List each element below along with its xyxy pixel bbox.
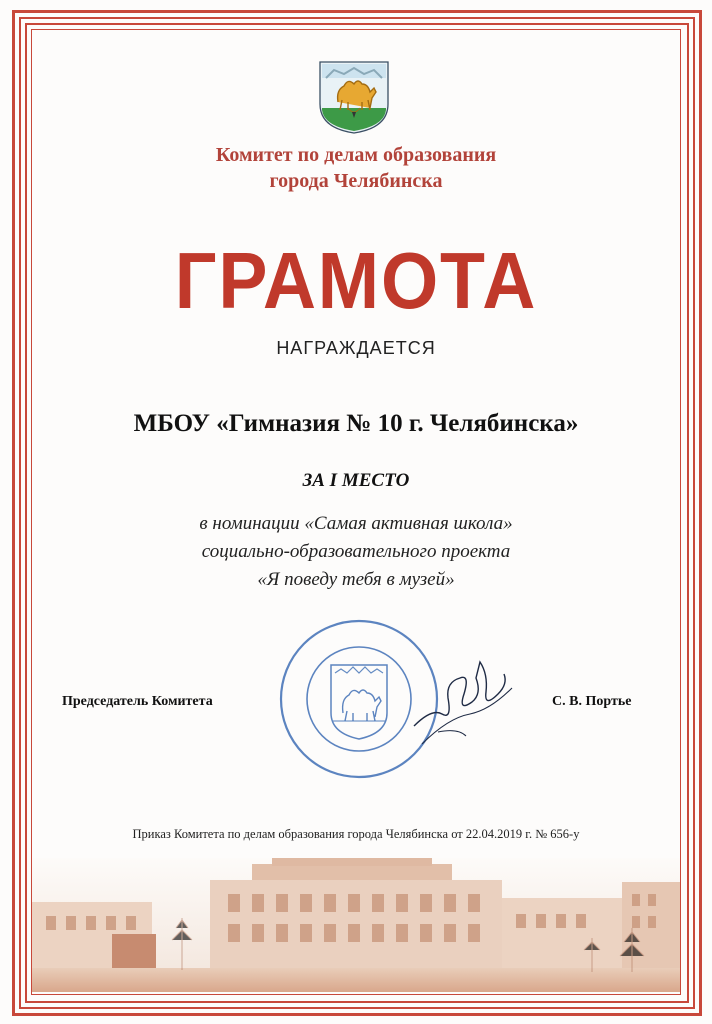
nomination-line-1: в номинации «Самая активная школа» <box>199 513 513 534</box>
signatory-name: С. В. Портье <box>552 694 632 709</box>
nomination-line-2: социально-образовательного проекта <box>201 541 511 562</box>
coat-of-arms-icon <box>316 52 392 134</box>
award-place: ЗА I МЕСТО <box>302 470 410 491</box>
nomination-text <box>40 510 672 594</box>
signatory-position: Председатель Комитета <box>62 694 213 709</box>
recipient-name: МБОУ «Гимназия № 10 г. Челябинска» <box>133 410 579 437</box>
school-building-image <box>32 858 680 992</box>
nomination-line-3: «Я поведу тебя в музей» <box>257 569 455 590</box>
signature-icon <box>408 648 518 758</box>
awarded-label: НАГРАЖДАЕТСЯ <box>276 338 436 358</box>
committee-line-2: города Челябинска <box>269 170 443 192</box>
certificate-title: ГРАМОТА <box>174 236 538 325</box>
committee-line-1: Комитет по делам образования <box>215 144 497 166</box>
order-reference: Приказ Комитета по делам образования города Челябинска от 22.04.2019 г. № 656-у <box>132 827 580 841</box>
committee-name <box>40 142 672 194</box>
